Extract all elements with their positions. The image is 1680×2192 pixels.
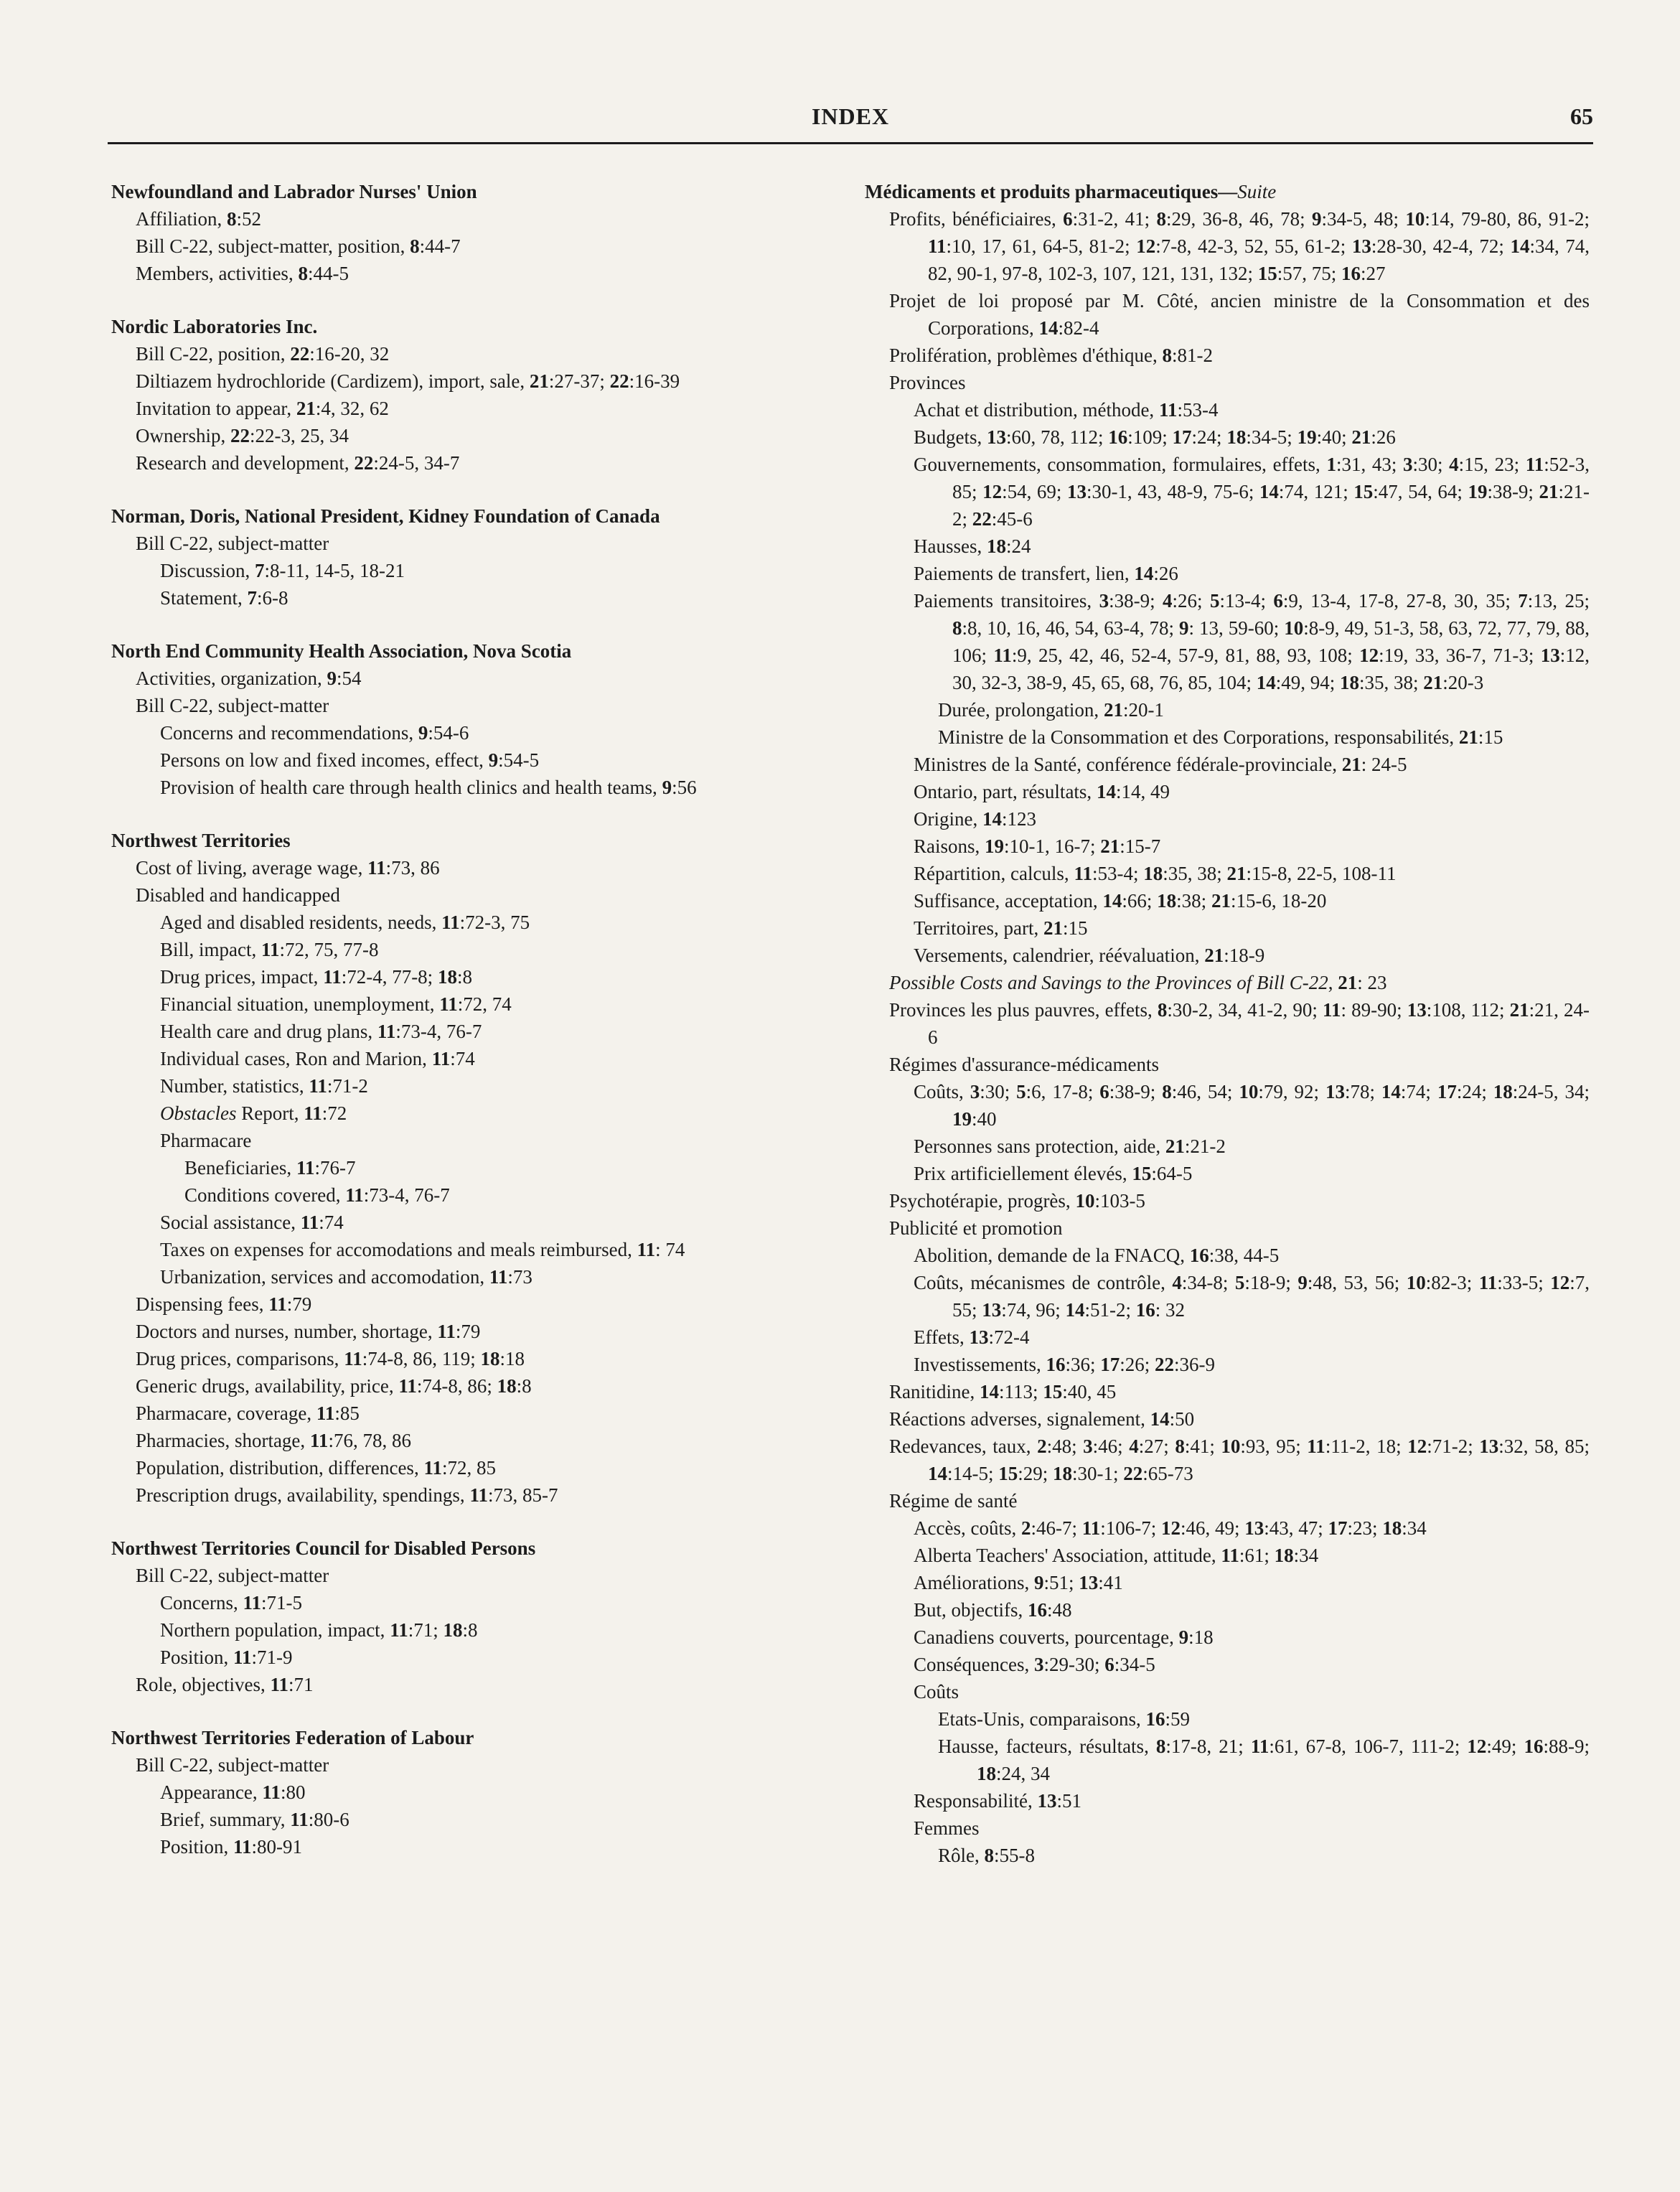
subentry-level-2: Améliorations, 9:51; 13:41	[914, 1572, 1123, 1593]
subentry-level-3: Etats-Unis, comparaisons, 16:59	[938, 1708, 1190, 1730]
subentry-level-2: Budgets, 13:60, 78, 112; 16:109; 17:24; 18:34-5; 19:40; 21:26	[914, 426, 1396, 448]
index-entry	[865, 178, 1590, 1869]
subentry-level-1: Doctors and nurses, number, shortage, 11:79	[136, 1321, 481, 1342]
index-entry	[111, 313, 836, 477]
page-number: 65	[1570, 103, 1593, 129]
entry-heading	[111, 1535, 836, 1562]
subentry-level-2: Responsabilité, 13:51	[914, 1790, 1081, 1812]
subentry-level-2: Ontario, part, résultats, 14:14, 49	[914, 781, 1170, 802]
subentry-level-2: Hausses, 18:24	[914, 535, 1031, 557]
right-column	[865, 178, 1590, 1895]
index-entry	[111, 1535, 836, 1698]
subentry-level-1: Dispensing fees, 11:79	[136, 1293, 312, 1315]
subentry-level-2: Drug prices, impact, 11:72-4, 77-8; 18:8	[160, 966, 472, 988]
subentry-level-2: Coûts, 3:30; 5:6, 17-8; 6:38-9; 8:46, 54; 10:79, 92; 13:78; 14:74; 17:24; 18:24-5, 34; 19:40	[914, 1081, 1590, 1130]
subentry-level-1: Affiliation, 8:52	[136, 208, 261, 230]
subentry-level-2: Femmes	[914, 1817, 980, 1839]
subentry-level-2: Social assistance, 11:74	[160, 1212, 344, 1233]
subentry-level-2: Canadiens couverts, pourcentage, 9:18	[914, 1626, 1214, 1648]
subentry-level-2: Accès, coûts, 2:46-7; 11:106-7; 12:46, 49; 13:43, 47; 17:23; 18:34	[914, 1517, 1427, 1539]
subentry-level-2: Persons on low and fixed incomes, effect, 9:54-5	[160, 749, 540, 771]
subentry-level-1: Pharmacies, shortage, 11:76, 78, 86	[136, 1430, 411, 1451]
subentry-level-2: Investissements, 16:36; 17:26; 22:36-9	[914, 1354, 1216, 1375]
subentry-level-1: Profits, bénéficiaires, 6:31-2, 41; 8:29, 36-8, 46, 78; 9:34-5, 48; 10:14, 79-80, 86, 91-2; 11:10, 17, 61, 64-5, 81-2; 12:7-8, 42-3, 52, 55, 61-2; 13:28-30, 42-4, 72; 14:34, 74, 82, 90-1, 97-8, 102-3, 107, 121, 131, 132; 15:57, 75; 16:27	[889, 208, 1590, 284]
subentry-level-1: Disabled and handicapped	[136, 884, 340, 906]
subentry-level-1: Redevances, taux, 2:48; 3:46; 4:27; 8:41; 10:93, 95; 11:11-2, 18; 12:71-2; 13:32, 58, 85; 14:14-5; 15:29; 18:30-1; 22:65-73	[889, 1435, 1590, 1484]
subentry-level-2: Northern population, impact, 11:71; 18:8	[160, 1619, 478, 1641]
subentry-level-2: Bill, impact, 11:72, 75, 77-8	[160, 939, 379, 960]
subentry-level-2: Appearance, 11:80	[160, 1781, 306, 1803]
subentry-level-1: Diltiazem hydrochloride (Cardizem), import, sale, 21:27-37; 22:16-39	[136, 370, 680, 392]
subentry-level-2: Urbanization, services and accomodation, 11:73	[160, 1266, 532, 1288]
page-title: INDEX	[811, 103, 890, 129]
subentry-level-1: Research and development, 22:24-5, 34-7	[136, 452, 460, 474]
subentry-level-2: Obstacles Report, 11:72	[160, 1102, 347, 1124]
subentry-level-2: Coûts, mécanismes de contrôle, 4:34-8; 5:18-9; 9:48, 53, 56; 10:82-3; 11:33-5; 12:7, 55; 13:74, 96; 14:51-2; 16: 32	[914, 1272, 1590, 1321]
subentry-level-2: Raisons, 19:10-1, 16-7; 21:15-7	[914, 835, 1161, 857]
subentry-level-2: Répartition, calculs, 11:53-4; 18:35, 38; 21:15-8, 22-5, 108-11	[914, 863, 1397, 884]
subentry-level-2: Provision of health care through health clinics and health teams, 9:56	[160, 777, 697, 798]
subentry-level-2: Suffisance, acceptation, 14:66; 18:38; 21:15-6, 18-20	[914, 890, 1327, 912]
subentry-level-1: Members, activities, 8:44-5	[136, 263, 349, 284]
subentry-level-2: Health care and drug plans, 11:73-4, 76-7	[160, 1021, 482, 1042]
subentry-level-1: Cost of living, average wage, 11:73, 86	[136, 857, 440, 879]
subentry-level-2: Position, 11:71-9	[160, 1647, 293, 1668]
subentry-level-2: Coûts	[914, 1681, 959, 1702]
subentry-level-2: Brief, summary, 11:80-6	[160, 1809, 349, 1830]
subentry-level-1: Projet de loi proposé par M. Côté, ancien ministre de la Consommation et des Corporations, 14:82-4	[889, 290, 1590, 339]
entry-heading-text: Northwest Territories Council for Disabled Persons	[111, 1537, 536, 1559]
subentry-level-1: Ranitidine, 14:113; 15:40, 45	[889, 1381, 1117, 1402]
subentry-level-2: Prix artificiellement élevés, 15:64-5	[914, 1163, 1193, 1184]
entry-heading-text: Northwest Territories	[111, 830, 291, 851]
subentry-level-2: Concerns and recommendations, 9:54-6	[160, 722, 469, 744]
subentry-level-2: Paiements transitoires, 3:38-9; 4:26; 5:13-4; 6:9, 13-4, 17-8, 27-8, 30, 35; 7:13, 25; 8:8, 10, 16, 46, 54, 63-4, 78; 9: 13, 59-60; 10:8-9, 49, 51-3, 58, 63, 72, 77, 79, 88, 106; 11:9, 25, 42, 46, 52-4, 57-9, 81, 88, 93, 108; 12:19, 33, 36-7, 71-3; 13:12, 30, 32-3, 38-9, 45, 65, 68, 76, 85, 104; 14:49, 94; 18:35, 38; 21:20-3	[914, 590, 1590, 693]
subentry-level-1: Régimes d'assurance-médicaments	[889, 1054, 1159, 1075]
page-header	[108, 100, 1593, 136]
subentry-level-1: Prolifération, problèmes d'éthique, 8:81-2	[889, 345, 1214, 366]
index-entry	[111, 1724, 836, 1860]
subentry-level-1: Invitation to appear, 21:4, 32, 62	[136, 398, 389, 419]
entry-heading	[865, 178, 1590, 205]
subentry-level-1: Generic drugs, availability, price, 11:74-8, 86; 18:8	[136, 1375, 532, 1397]
subentry-level-1: Provinces les plus pauvres, effets, 8:30-2, 34, 41-2, 90; 11: 89-90; 13:108, 112; 21:21, 24-6	[889, 999, 1590, 1048]
subentry-level-2: Abolition, demande de la FNACQ, 16:38, 44-5	[914, 1245, 1280, 1266]
subentry-level-2: Effets, 13:72-4	[914, 1326, 1030, 1348]
header-rule	[108, 142, 1593, 144]
subentry-level-1: Pharmacare, coverage, 11:85	[136, 1402, 360, 1424]
subentry-level-2: Pharmacare	[160, 1130, 252, 1151]
index-entry	[111, 178, 836, 287]
subentry-level-3: Durée, prolongation, 21:20-1	[938, 699, 1164, 721]
subentry-level-1: Provinces	[889, 372, 966, 393]
entry-heading	[111, 637, 836, 665]
entry-heading-suite: Suite	[1237, 181, 1277, 202]
subentry-level-1: Bill C-22, subject-matter, position, 8:44-7	[136, 235, 461, 257]
index-entry	[111, 637, 836, 801]
subentry-level-1: Activities, organization, 9:54	[136, 668, 362, 689]
subentry-level-1: Bill C-22, position, 22:16-20, 32	[136, 343, 390, 365]
subentry-level-1: Possible Costs and Savings to the Provinces of Bill C-22, 21: 23	[889, 972, 1387, 993]
subentry-level-2: Position, 11:80-91	[160, 1836, 303, 1858]
subentry-level-2: Taxes on expenses for accomodations and meals reimbursed, 11: 74	[160, 1239, 685, 1260]
subentry-level-2: Ministres de la Santé, conférence fédérale-provinciale, 21: 24-5	[914, 754, 1407, 775]
subentry-level-1: Drug prices, comparisons, 11:74-8, 86, 119; 18:18	[136, 1348, 525, 1369]
subentry-level-3: Hausse, facteurs, résultats, 8:17-8, 21; 11:61, 67-8, 106-7, 111-2; 12:49; 16:88-9; 18:24, 34	[938, 1736, 1590, 1784]
subentry-level-1: Role, objectives, 11:71	[136, 1674, 314, 1695]
subentry-level-1: Psychotérapie, progrès, 10:103-5	[889, 1190, 1145, 1212]
subentry-level-2: Concerns, 11:71-5	[160, 1592, 302, 1613]
entry-heading-text: Médicaments et produits pharmaceutiques—	[865, 181, 1238, 202]
subentry-level-1: Bill C-22, subject-matter	[136, 1754, 329, 1776]
subentry-level-1: Ownership, 22:22-3, 25, 34	[136, 425, 349, 446]
subentry-level-2: Discussion, 7:8-11, 14-5, 18-21	[160, 560, 405, 581]
subentry-level-3: Rôle, 8:55-8	[938, 1845, 1035, 1866]
subentry-level-2: Financial situation, unemployment, 11:72, 74	[160, 993, 512, 1015]
entry-heading	[111, 313, 836, 340]
entry-heading	[111, 1724, 836, 1751]
subentry-level-2: Statement, 7:6-8	[160, 587, 288, 609]
index-entry	[111, 827, 836, 1509]
subentry-level-1: Régime de santé	[889, 1490, 1018, 1512]
subentry-level-2: But, objectifs, 16:48	[914, 1599, 1072, 1621]
subentry-level-1: Publicité et promotion	[889, 1217, 1063, 1239]
subentry-level-2: Individual cases, Ron and Marion, 11:74	[160, 1048, 475, 1069]
subentry-level-2: Versements, calendrier, réévaluation, 21:18-9	[914, 945, 1265, 966]
entry-heading-text: Norman, Doris, National President, Kidney Foundation of Canada	[111, 505, 660, 527]
subentry-level-3: Beneficiaries, 11:76-7	[184, 1157, 356, 1179]
subentry-level-2: Achat et distribution, méthode, 11:53-4	[914, 399, 1219, 421]
index-entry	[111, 502, 836, 612]
subentry-level-1: Bill C-22, subject-matter	[136, 533, 329, 554]
subentry-level-2: Gouvernements, consommation, formulaires, effets, 1:31, 43; 3:30; 4:15, 23; 11:52-3, 85; 12:54, 69; 13:30-1, 43, 48-9, 75-6; 14:74, 121; 15:47, 54, 64; 19:38-9; 21:21-2; 22:45-6	[914, 454, 1590, 530]
subentry-level-2: Territoires, part, 21:15	[914, 917, 1088, 939]
subentry-level-1: Bill C-22, subject-matter	[136, 695, 329, 716]
subentry-level-2: Alberta Teachers' Association, attitude, 11:61; 18:34	[914, 1545, 1319, 1566]
subentry-level-1: Prescription drugs, availability, spendings, 11:73, 85-7	[136, 1484, 558, 1506]
entry-heading	[111, 178, 836, 205]
subentry-level-2: Origine, 14:123	[914, 808, 1036, 830]
subentry-level-3: Conditions covered, 11:73-4, 76-7	[184, 1184, 450, 1206]
subentry-level-2: Aged and disabled residents, needs, 11:72-3, 75	[160, 912, 530, 933]
entry-heading	[111, 827, 836, 854]
left-column	[111, 178, 836, 1886]
subentry-level-2: Paiements de transfert, lien, 14:26	[914, 563, 1178, 584]
entry-heading-text: Northwest Territories Federation of Labour	[111, 1727, 474, 1748]
subentry-level-1: Bill C-22, subject-matter	[136, 1565, 329, 1586]
subentry-level-3: Ministre de la Consommation et des Corporations, responsabilités, 21:15	[938, 726, 1503, 748]
subentry-level-1: Réactions adverses, signalement, 14:50	[889, 1408, 1195, 1430]
subentry-level-1: Population, distribution, differences, 11:72, 85	[136, 1457, 496, 1479]
subentry-level-2: Personnes sans protection, aide, 21:21-2	[914, 1135, 1226, 1157]
subentry-level-2: Conséquences, 3:29-30; 6:34-5	[914, 1654, 1155, 1675]
entry-heading-text: Newfoundland and Labrador Nurses' Union	[111, 181, 477, 202]
entry-heading-text: North End Community Health Association, Nova Scotia	[111, 640, 572, 662]
subentry-level-2: Number, statistics, 11:71-2	[160, 1075, 368, 1097]
entry-heading-text: Nordic Laboratories Inc.	[111, 316, 318, 337]
entry-heading	[111, 502, 836, 530]
